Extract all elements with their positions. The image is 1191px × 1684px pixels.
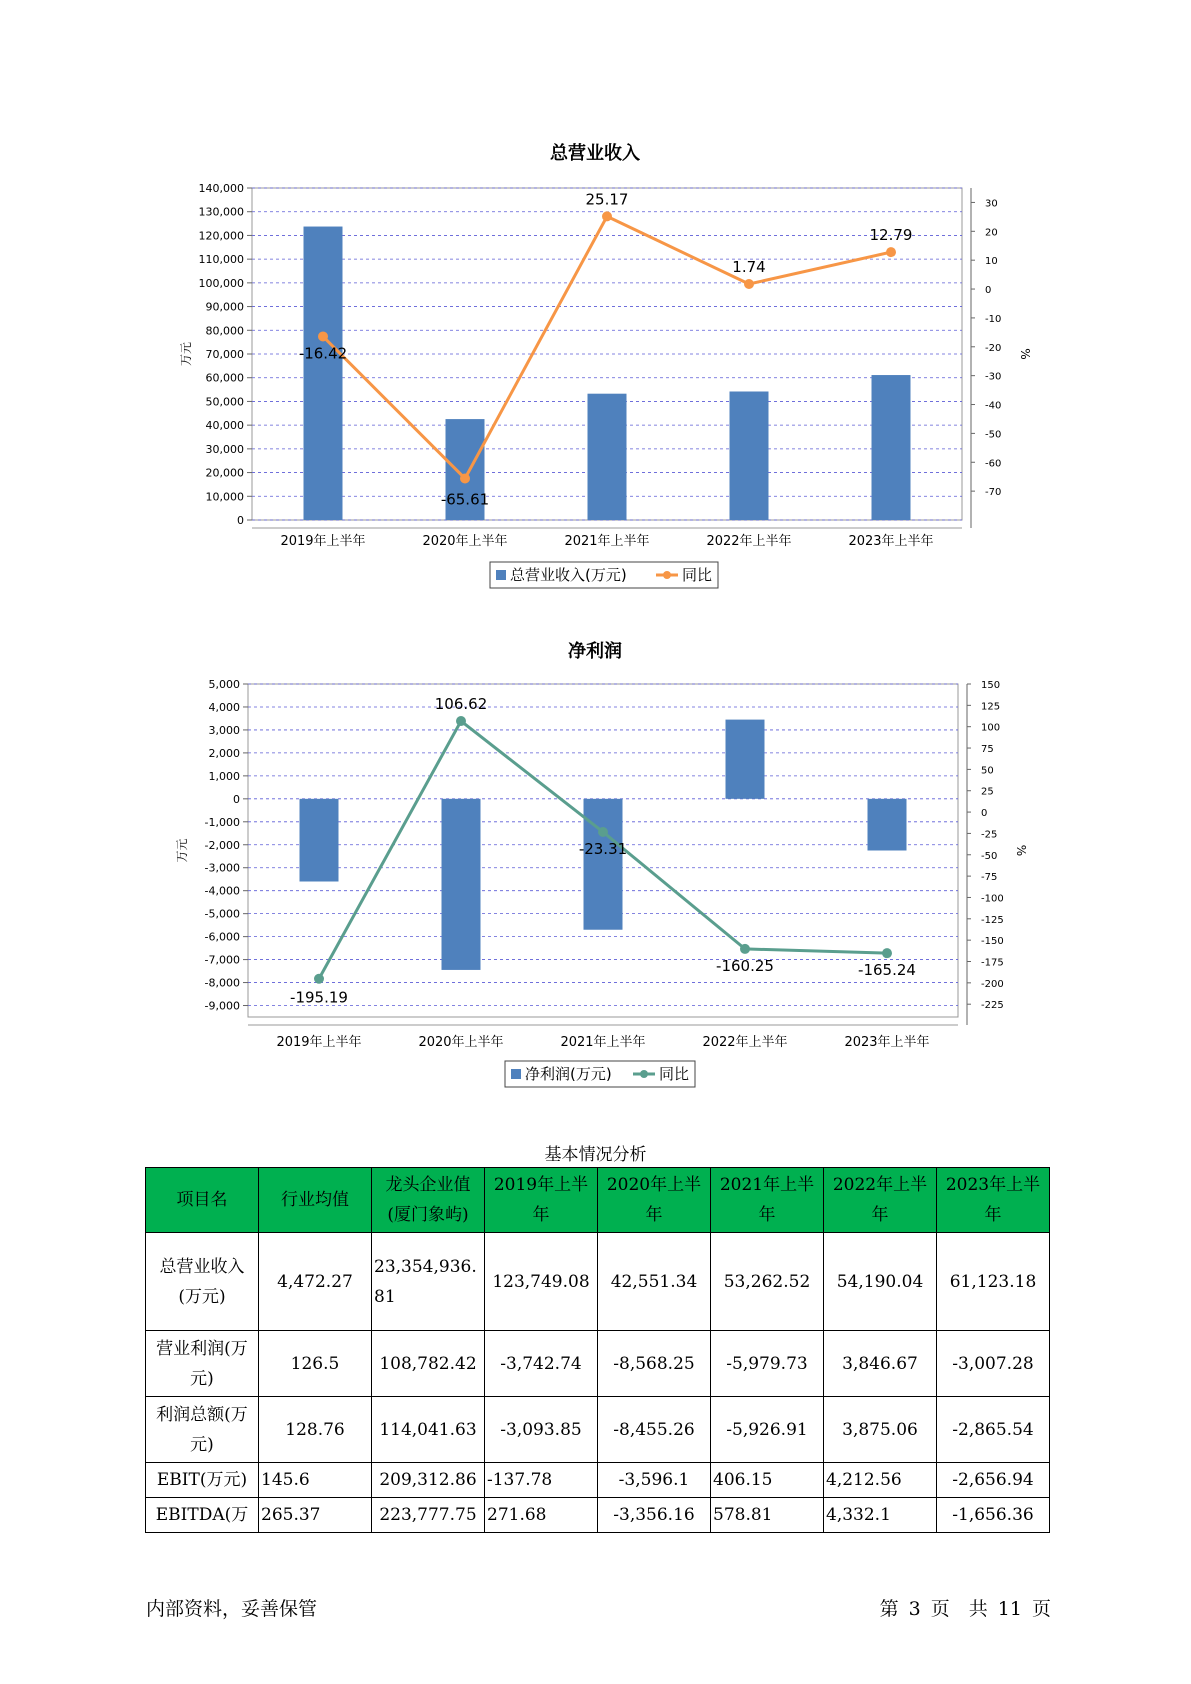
header-cell: 龙头企业值(厦门象屿) — [372, 1168, 485, 1233]
y2-tick-label: -40 — [985, 400, 1002, 412]
legend-bar-swatch — [511, 1069, 521, 1079]
bar — [300, 799, 339, 882]
data-label: -23.31 — [578, 839, 628, 858]
table-cell: -5,979.73 — [711, 1331, 824, 1397]
y-tick-label: 30,000 — [205, 442, 244, 456]
y-tick-label: 5,000 — [208, 678, 240, 691]
y2-tick-label: -60 — [985, 458, 1002, 470]
table-cell: -3,742.74 — [485, 1331, 598, 1397]
y-axis-label: 万元 — [175, 838, 189, 863]
y-tick-label: 2,000 — [208, 746, 240, 760]
row-label: 利润总额(万元) — [146, 1397, 259, 1463]
row-label: 营业利润(万元) — [146, 1331, 259, 1397]
line-point — [598, 827, 608, 837]
header-cell: 行业均值 — [259, 1168, 372, 1233]
legend-line-label: 同比 — [682, 566, 713, 584]
legend-bar-swatch — [496, 570, 506, 580]
y-tick-label: 110,000 — [198, 253, 244, 267]
y-tick-label: -8,000 — [204, 976, 240, 990]
footer-confidential-note: 内部资料，妥善保管 — [146, 1598, 318, 1620]
table-cell: 54,190.04 — [824, 1233, 937, 1331]
legend-bar-label: 总营业收入(万元) — [510, 566, 627, 584]
y2-tick-label: 100 — [981, 722, 1001, 734]
header-cell: 2019年上半年 — [485, 1168, 598, 1233]
table-cell: 23,354,936.81 — [372, 1233, 485, 1331]
y2-tick-label: 150 — [981, 680, 1001, 691]
y2-tick-label: -30 — [985, 371, 1002, 383]
data-label: 25.17 — [585, 190, 629, 209]
line-point — [882, 948, 892, 958]
header-cell: 2022年上半年 — [824, 1168, 937, 1233]
revenue-chart-svg — [0, 135, 1191, 595]
x-tick-label: 2019年上半年 — [276, 1035, 362, 1050]
data-label: -65.61 — [440, 490, 490, 509]
table-cell: 126.5 — [259, 1331, 372, 1397]
legend-line-marker — [640, 1070, 648, 1078]
y-tick-label: 60,000 — [205, 371, 244, 385]
table-row — [146, 1498, 1050, 1533]
table-cell: -2,656.94 — [937, 1463, 1050, 1498]
table-cell: 108,782.42 — [372, 1331, 485, 1397]
x-tick-label: 2021年上半年 — [564, 534, 650, 549]
table-cell: 4,472.27 — [259, 1233, 372, 1331]
y-tick-label: 130,000 — [198, 205, 244, 219]
data-label: -165.24 — [858, 961, 916, 980]
y2-tick-label: 75 — [981, 744, 994, 756]
y2-tick-label: -75 — [981, 872, 998, 884]
table-cell: 42,551.34 — [598, 1233, 711, 1331]
data-label: -160.25 — [716, 956, 774, 975]
x-tick-label: 2020年上半年 — [418, 1035, 504, 1050]
table-cell: 271.68 — [485, 1498, 598, 1533]
y-tick-label: -3,000 — [204, 861, 240, 875]
table-cell: -1,656.36 — [937, 1498, 1050, 1533]
y-tick-label: 70,000 — [205, 348, 244, 361]
y-tick-label: 0 — [233, 792, 240, 806]
table-header-row — [146, 1168, 1050, 1233]
table-row — [146, 1233, 1050, 1331]
y-tick-label: 100,000 — [198, 276, 244, 290]
y-tick-label: 80,000 — [205, 324, 244, 338]
x-tick-label: 2023年上半年 — [844, 1035, 930, 1050]
table-row — [146, 1331, 1050, 1397]
legend-line-marker — [663, 571, 671, 579]
y-tick-label: 1,000 — [208, 769, 240, 783]
y-tick-label: -7,000 — [204, 953, 240, 967]
data-label: 12.79 — [869, 226, 913, 245]
table-cell: -5,926.91 — [711, 1397, 824, 1463]
y-tick-label: -6,000 — [204, 930, 240, 944]
bar — [726, 720, 765, 799]
data-label: 106.62 — [434, 695, 488, 714]
bar — [588, 394, 627, 520]
legend-line-label: 同比 — [659, 1065, 690, 1083]
line-point — [456, 716, 466, 726]
y-tick-label: 40,000 — [205, 419, 244, 433]
y-tick-label: -5,000 — [204, 907, 240, 921]
row-label: EBIT(万元) — [146, 1463, 259, 1498]
y2-axis-label: % — [1018, 348, 1032, 360]
line-point — [314, 974, 324, 984]
table-cell: 128.76 — [259, 1397, 372, 1463]
x-tick-label: 2021年上半年 — [560, 1035, 646, 1050]
line-point — [886, 247, 896, 257]
y-tick-label: 20,000 — [205, 466, 244, 480]
table-cell: -3,093.85 — [485, 1397, 598, 1463]
table-cell: -2,865.54 — [937, 1397, 1050, 1463]
net-profit-chart — [0, 632, 1191, 1092]
y2-tick-label: -125 — [981, 914, 1004, 926]
data-label: -195.19 — [290, 988, 348, 1007]
y-tick-label: 50,000 — [205, 395, 244, 409]
table-cell: 578.81 — [711, 1498, 824, 1533]
table-cell: -3,356.16 — [598, 1498, 711, 1533]
chart-title: 净利润 — [568, 641, 622, 662]
table-cell: 3,846.67 — [824, 1331, 937, 1397]
header-cell: 2020年上半年 — [598, 1168, 711, 1233]
line-point — [602, 211, 612, 221]
line-point — [740, 944, 750, 954]
header-cell: 项目名 — [146, 1168, 259, 1233]
table-row — [146, 1463, 1050, 1498]
y2-tick-label: -200 — [981, 978, 1004, 990]
y2-tick-label: 125 — [981, 701, 1001, 713]
x-tick-label: 2022年上半年 — [702, 1035, 788, 1050]
table-row — [146, 1397, 1050, 1463]
table-cell: 4,212.56 — [824, 1463, 937, 1498]
y-tick-label: 140,000 — [198, 182, 244, 195]
y-tick-label: -1,000 — [204, 815, 240, 829]
bar — [442, 799, 481, 970]
y2-tick-label: -175 — [981, 957, 1004, 969]
y2-tick-label: 10 — [985, 256, 998, 268]
y2-tick-label: -10 — [985, 313, 1002, 325]
y2-tick-label: 20 — [985, 227, 998, 239]
y-tick-label: 90,000 — [205, 300, 244, 314]
basic-analysis-table — [145, 1167, 1050, 1533]
legend-bar-label: 净利润(万元) — [525, 1065, 612, 1083]
row-label: 总营业收入(万元) — [146, 1233, 259, 1331]
y-tick-label: 3,000 — [208, 723, 240, 737]
y-tick-label: 10,000 — [205, 490, 244, 504]
table-cell: -137.78 — [485, 1463, 598, 1498]
y-tick-label: -2,000 — [204, 838, 240, 852]
y2-tick-label: -100 — [981, 893, 1004, 905]
y-tick-label: -9,000 — [204, 999, 240, 1013]
footer-page-number: 第 3 页 共 11 页 — [879, 1598, 1051, 1620]
net-profit-chart-svg — [0, 632, 1191, 1092]
legend — [490, 562, 718, 588]
table-cell: -8,568.25 — [598, 1331, 711, 1397]
table-cell: 223,777.75 — [372, 1498, 485, 1533]
line-point — [744, 279, 754, 289]
y-tick-label: 120,000 — [198, 229, 244, 243]
table-cell: 265.37 — [259, 1498, 372, 1533]
x-tick-label: 2022年上半年 — [706, 534, 792, 549]
x-tick-label: 2020年上半年 — [422, 534, 508, 549]
y-tick-label: -4,000 — [204, 884, 240, 898]
table-cell: 209,312.86 — [372, 1463, 485, 1498]
table-cell: 3,875.06 — [824, 1397, 937, 1463]
y2-tick-label: 30 — [985, 198, 998, 210]
y2-tick-label: 0 — [985, 285, 992, 297]
row-label: EBITDA(万 — [146, 1498, 259, 1533]
bar — [584, 799, 623, 930]
revenue-chart — [0, 135, 1191, 595]
y2-tick-label: -150 — [981, 936, 1004, 948]
line-point — [460, 473, 470, 483]
y2-tick-label: -20 — [985, 342, 1002, 354]
y2-tick-label: 25 — [981, 786, 994, 798]
y2-tick-label: -70 — [985, 487, 1002, 499]
table-cell: -3,007.28 — [937, 1331, 1050, 1397]
y-tick-label: 0 — [237, 514, 244, 527]
y-axis-label: 万元 — [179, 341, 193, 367]
x-tick-label: 2019年上半年 — [280, 534, 366, 549]
line-point — [318, 331, 328, 341]
y2-tick-label: 50 — [981, 765, 994, 777]
table-cell: 53,262.52 — [711, 1233, 824, 1331]
table-cell: 145.6 — [259, 1463, 372, 1498]
x-tick-label: 2023年上半年 — [848, 534, 934, 549]
y2-tick-label: 0 — [981, 808, 988, 820]
table-title: 基本情况分析 — [544, 1145, 647, 1165]
table-cell: 123,749.08 — [485, 1233, 598, 1331]
table-cell: 4,332.1 — [824, 1498, 937, 1533]
bar — [872, 375, 911, 520]
data-label: 1.74 — [732, 258, 766, 277]
y2-tick-label: -25 — [981, 829, 998, 841]
y2-tick-label: -225 — [981, 1000, 1004, 1012]
header-cell: 2021年上半年 — [711, 1168, 824, 1233]
bar — [730, 391, 769, 520]
table-cell: -3,596.1 — [598, 1463, 711, 1498]
table-cell: 114,041.63 — [372, 1397, 485, 1463]
bar — [304, 227, 343, 520]
header-cell: 2023年上半年 — [937, 1168, 1050, 1233]
chart-title: 总营业收入 — [550, 143, 640, 164]
data-label: -16.42 — [298, 344, 348, 363]
table-cell: 406.15 — [711, 1463, 824, 1498]
y2-tick-label: -50 — [985, 429, 1002, 441]
y-tick-label: 4,000 — [208, 700, 240, 714]
y2-tick-label: -50 — [981, 850, 998, 862]
bar — [868, 799, 907, 851]
table-cell: 61,123.18 — [937, 1233, 1050, 1331]
table-cell: -8,455.26 — [598, 1397, 711, 1463]
legend — [505, 1061, 695, 1087]
y2-axis-label: % — [1014, 844, 1028, 857]
